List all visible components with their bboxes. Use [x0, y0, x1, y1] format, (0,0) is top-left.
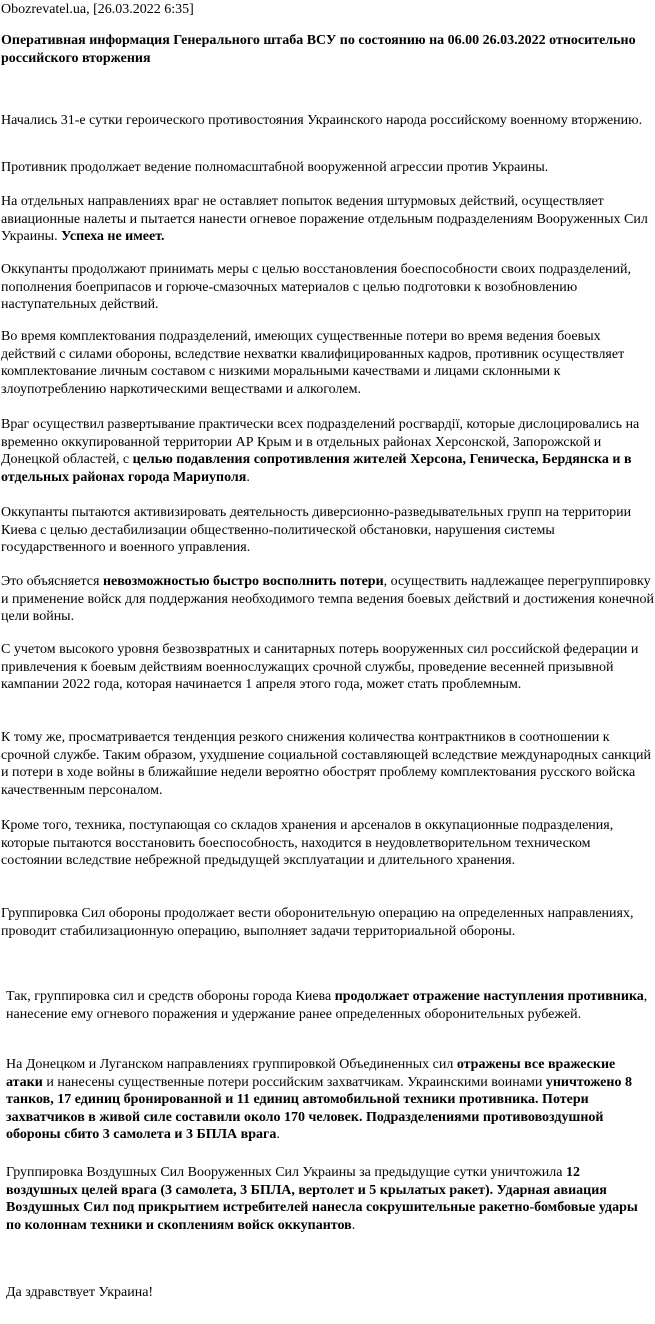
text-segment: К тому же, просматривается тенденция резкого снижения количества контрактников в соотношении к срочной службе. Таким образом, ухудшение социальной составляющей вследствие международных санкций и потери в ходе войны в ближайшие недели вероятно обострят проблему комплектования русского войска качественным персоналом. — [1, 730, 651, 798]
text-segment: Враг осуществил развертывание практически всех подразделений росгвардії, которые дислоцировались на временно оккупированной территории АР Крым и в отдельных районах Херсонской, Запорожской и Донецкой областей, с — [1, 417, 640, 467]
text-segment: На Донецком и Луганском направлениях группировкой Объединенных сил — [6, 1057, 457, 1072]
text-segment: Так, группировка сил и средств обороны города Киева — [6, 989, 335, 1004]
text-segment: . — [276, 1127, 280, 1142]
text-segment: , осуществить надлежащее перегруппировку и применение войск для поддержания необходимого темпа ведения боевых действий и достижения конечной цели войны. — [1, 574, 654, 624]
text-segment: На отдельных направлениях враг не оставляет попыток ведения штурмовых действий, осуществляет авиационные налеты и пытается нанести огневое поражение отдельным подразделениям Вооруженных Сил Украины. — [1, 194, 648, 244]
text-segment: Группировка Воздушных Сил Вооруженных Сил Украины за предыдущие сутки уничтожила — [6, 1165, 566, 1180]
text-segment: Это объясняется — [1, 574, 103, 589]
bold-text: уничтожено 8 танков, 17 единиц бронированной и 11 единиц автомобильной техники противника. Потери захватчиков в живой силе составили около 170 человек. Подразделениями противовоздушной обороны сбито 3 самолета и 3 БПЛА врага — [6, 1074, 632, 1142]
paragraph — [1, 112, 654, 130]
bold-text: целью подавления сопротивления жителей Херсона, Геническа, Бердянска и в отдельных районах города Мариуполя — [1, 452, 632, 485]
document-title: Оперативная информация Генерального штаба ВСУ по состоянию на 06.00 26.03.2022 относительно российского вторжения — [1, 33, 636, 66]
text-segment: . — [351, 1217, 356, 1233]
text-segment: Кроме того, техника, поступающая со складов хранения и арсеналов в оккупационные подразделения, которые пытаются восстановить боеспособность, находится в неудовлетворительном техническом состоянии вследствие небрежной предыдущей эксплуатации и длительного хранения. — [1, 818, 614, 868]
paragraph — [6, 1164, 650, 1234]
text-segment: Начались 31-е сутки героического противостояния Украинского народа российскому военному вторжению. — [1, 113, 643, 128]
text-segment: С учетом высокого уровня безвозвратных и санитарных потерь вооруженных сил российской федерации и привлечения к боевым действиям военнослужащих срочной службы, проведение весенней призывной кампании 2022 года, которая начинается 1 апреля этого года, может стать проблемным. — [1, 642, 639, 692]
bold-text: невозможностью быстро восполнить потери — [102, 574, 384, 589]
source-line: Obozrevatel.ua, [26.03.2022 6:35] — [1, 2, 194, 17]
text-segment: и нанесены существенные потери российским захватчикам. Украинскими воинами — [42, 1074, 546, 1090]
closing-line — [6, 1284, 650, 1302]
text-segment: . — [246, 469, 250, 485]
bold-text: 12 воздушных целей врага (3 самолета, 3 БПЛА, вертолет и 5 крылатых ракет). Ударная авиация Воздушных Сил под прикрытием истребителей нанесла сокрушительные ракетно-бомбовые удары по колоннам техники и скоплениям войск оккупантов — [6, 1165, 638, 1233]
paragraph — [1, 817, 654, 870]
paragraph — [6, 1056, 650, 1144]
paragraph — [1, 416, 654, 486]
text-segment: Да здравствует Украина! — [6, 1285, 154, 1300]
paragraph — [1, 159, 654, 177]
text-segment: , нанесение ему огневого поражения и удержание ранее определенных оборонительных рубежей. — [6, 989, 648, 1022]
paragraph — [1, 328, 654, 398]
text-segment: Противник продолжает ведение полномасштабной вооруженной агрессии против Украины. — [1, 160, 549, 175]
text-segment: Оккупанты продолжают принимать меры с целью восстановления боеспособности своих подразделений, пополнения боеприпасов и горюче-смазочных материалов с целью подготовки к возобновлению наступательных действий. — [1, 262, 632, 312]
paragraph — [1, 905, 654, 940]
paragraph — [1, 641, 654, 694]
paragraph — [1, 193, 654, 246]
paragraph — [6, 988, 650, 1023]
text-segment: Оккупанты пытаются активизировать деятельность диверсионно-разведывательных групп на территории Киева с целью дестабилизации общественно-политической обстановки, нарушения системы государственного и военного управления. — [1, 505, 632, 555]
paragraph — [1, 573, 654, 626]
text-segment: Группировка Сил обороны продолжает вести оборонительную операцию на определенных направлениях, проводит стабилизационную операцию, выполняет задачи территориальной обороны. — [1, 906, 634, 939]
paragraph — [1, 729, 654, 799]
bold-text: отражены все вражеские атаки — [6, 1057, 616, 1090]
bold-text: Успеха не имеет. — [61, 229, 165, 244]
text-segment: Во время комплектования подразделений, имеющих существенные потери во время ведения боевых действий с силами обороны, вследствие нехватки квалифицированных кадров, противник осуществляет комплектование личным составом с низкими моральными качествами и лицами склонными к злоупотреблению наркотическими веществами и алкоголем. — [1, 329, 625, 397]
paragraph — [1, 261, 654, 314]
paragraph — [1, 504, 654, 557]
bold-text: продолжает отражение наступления противника — [334, 989, 644, 1004]
